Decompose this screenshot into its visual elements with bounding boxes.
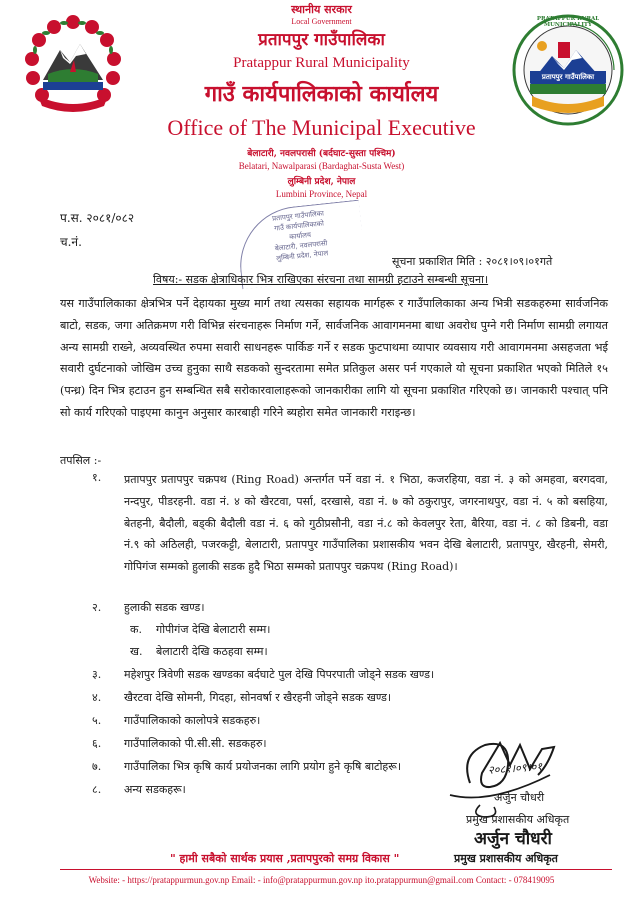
reference-number: प.स. २०८१/०८२: [60, 211, 135, 225]
list-item-4-number: ४.: [92, 691, 102, 704]
list-item-8-number: ८.: [92, 783, 102, 796]
sub-item-ka-text: गोपीगंज देखि बेलाटारी सम्म।: [156, 623, 271, 636]
logo-top-text: PRATAPPUR RURAL MUNICIPALITY: [536, 16, 600, 28]
office-name-en: Office of The Municipal Executive: [167, 115, 476, 140]
list-item-2-text: हुलाकी सडक खण्ड।: [124, 601, 205, 614]
tapsil-label: तपसिल :-: [60, 454, 102, 467]
province-np: लुम्बिनी प्रदेश, नेपाल: [287, 177, 356, 187]
stamp-line-4: बेलाटारी, नवलपरासी: [274, 239, 328, 253]
stamp-line-1: प्रतापपुर गाउँपालिका: [271, 209, 325, 223]
list-item-3-text: महेशपुर त्रिवेणी सडक खण्डका बर्दघाटे पुल देखि पिपरपाती जोड्ने सडक खण्ड।: [124, 668, 435, 681]
list-item-7-text: गाउँपालिका भित्र कृषि कार्य प्रयोजनका लागि प्रयोग हुने कृषि बाटोहरू।: [124, 760, 401, 773]
list-item-8-text: अन्य सडकहरू।: [124, 783, 186, 796]
local-government-en: Local Government: [291, 17, 352, 26]
footer-designation: प्रमुख प्रशासकीय अधिकृत: [454, 852, 558, 865]
list-item-4-text: खैरटवा देखि सोमनी, गिदहा, सोनवर्षा र खैरहनी जोड्ने सडक खण्ड।: [124, 691, 392, 704]
province-en: Lumbini Province, Nepal: [275, 189, 368, 199]
list-item-1-text: प्रतापपुर प्रतापपुर चक्रपथ (Ring Road) अन्तर्गत पर्ने वडा नं. १ भिठा, कजरहिया, वडा नं. ३ को अमहवा, बरगदवा, नन्दपुर, पीडरहनी. वडा नं. ४ को खैरटवा, पर्सा, दरखासे, वडा नं. ७ को ठकुरापुर, जगरनाथपुर, वडा नं. ५ को बसहिया, बेतहनी, बैदौली, बड्की बैदौली वडा नं. ६ को गुठीप्रसौनी, वडा नं.८ को केवलपुर रेता, बैरिया, वडा नं. ८ को डिबनी, वडा नं.९ को अठिलही, पजरकट्टी, बेलाटारी, प्रतापपुर गाउँपालिका प्रशासकीय भवन देखि बेलाटारी, प्रतापपुर, खैरहनी, सेमरी, गोपिगंज सम्मको हुलाकी सडक हुदै भिठा सम्मको प्रतापपुर चक्रपथ (Ring Road)।: [124, 473, 608, 574]
notice-subject: विषय:- सडक क्षेत्राधिकार भित्र राखिएका संरचना तथा सामग्री हटाउने सम्बन्धी सूचना।: [153, 273, 489, 286]
stamp-line-2: गाउँ कार्यपालिकाको: [273, 219, 325, 233]
list-item-2-number: २.: [92, 601, 102, 614]
list-item-1-number: १.: [92, 471, 102, 484]
list-item-6-number: ६.: [92, 737, 102, 750]
chalani-number: च.नं.: [60, 235, 82, 249]
logo-band-label: प्रतापपुर गाउँपालिका: [530, 71, 606, 83]
signatory-designation: प्रमुख प्रशासकीय अधिकृत: [466, 813, 570, 826]
stamp-line-3: कार्यालय: [288, 230, 312, 242]
signatory-name-small: अर्जुन चौधरी: [494, 791, 545, 804]
sub-item-kha-number: ख.: [130, 645, 143, 658]
notice-body: यस गाउँपालिकाका क्षेत्रभित्र पर्ने देहायका मुख्य मार्ग तथा त्यसका सहायक मार्गहरू र गाउँपालिकाका अन्य भित्री सडकहरुमा सार्वजनिक बाटो, सडक, जगा अतिक्रमण गरी विभिन्न संरचनाहरू निर्माण गर्ने, सार्वजनिक आवागमनमा बाधा अवरोध पुग्ने गरी निर्माण सामग्री लगायत अन्य सामग्री राख्ने, अव्यवस्थित रुपमा सवारी साधनहरू पार्किङ गर्ने र सडक फुटपाथमा व्यापार व्यवसाय गरी आवागमनमा असहजता भई सवारी दुर्घटनाको जोखिम उच्च हुनुका साथै सडकको सुन्दरतामा समेत प्रतिकुल असर पर्न गएकाले यो सूचना प्रकाशित भएको मितिले १५ (पन्ध्र) दिन भित्र हटाउन हुन सम्बन्धित सबै सरोकारवालाहरूको जानकारीका लागि यो सूचना प्रकाशित गरिएको छ। जानकारी पश्चात् पनि सो कार्य गरिएको पाइएमा कानुन अनुसार कारबाही गरिने ब्यहोरा समेत जानकारी गराइन्छ।: [60, 297, 608, 419]
list-item-7-number: ७.: [92, 760, 102, 773]
footer-divider: [60, 869, 612, 870]
list-item-3-number: ३.: [92, 668, 102, 681]
sub-item-ka-number: क.: [130, 623, 142, 636]
footer-slogan: " हामी सबैको सार्थक प्रयास ,प्रतापपुरको समग्र विकास ": [170, 852, 400, 865]
address-np: बेलाटारी, नवलपरासी (बर्दघाट-सुस्ता पश्चिम): [247, 149, 396, 159]
sub-item-kha-text: बेलाटारी देखि कठहवा सम्म।: [156, 645, 268, 658]
municipality-name-np: प्रतापपुर गाउँपालिका: [258, 30, 385, 50]
local-government-np: स्थानीय सरकार: [291, 3, 352, 16]
stamp-line-5: लुम्बिनी प्रदेश, नेपाल: [275, 249, 329, 263]
notice-date: सूचना प्रकाशित मिति : २०८१।०९।०१गते: [392, 255, 553, 268]
signatory-name-large: अर्जुन चौधरी: [474, 829, 552, 849]
municipality-name-en: Pratappur Rural Municipality: [233, 55, 410, 71]
handwritten-date: २०८१।०९।०१: [487, 760, 543, 777]
list-item-5-text: गाउँपालिकाको कालोपत्रे सडकहरु।: [124, 714, 261, 727]
footer-contact-text: Website: - https://pratappurmun.gov.np Email: - info@pratappurmun.gov.np ito.pratappurmun@gmail.com Contact: - 078419095: [88, 875, 555, 885]
list-item-5-number: ५.: [92, 714, 102, 727]
footer-contact: [0, 875, 643, 885]
address-en: Belatari, Nawalparasi (Bardaghat-Susta West): [238, 161, 405, 171]
list-item-6-text: गाउँपालिकाको पी.सी.सी. सडकहरु।: [124, 737, 267, 750]
office-name-np: गाउँ कार्यपालिकाको कार्यालय: [204, 81, 439, 107]
